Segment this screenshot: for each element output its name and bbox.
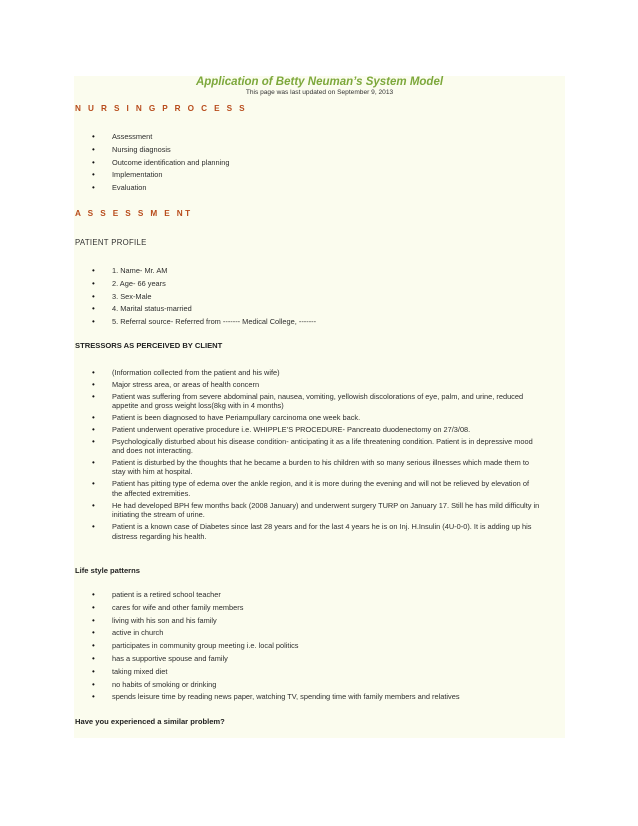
bullet-icon: • [92, 653, 95, 663]
similar-problem-question: Have you experienced a similar problem? [75, 717, 225, 726]
bullet-icon: • [92, 666, 95, 676]
list-item: • spends leisure time by reading news paper, watching TV, spending time with family members and relatives [74, 691, 540, 704]
list-item: • patient is a retired school teacher [74, 589, 540, 602]
bullet-icon: • [92, 641, 95, 651]
list-item: • Nursing diagnosis [74, 144, 540, 157]
bullet-icon: • [92, 266, 95, 275]
list-item: • 4. Marital status-married [74, 303, 540, 316]
nursing-process-list [74, 131, 540, 195]
list-item: • 2. Age- 66 years [74, 278, 540, 291]
list-item: • Psychologically disturbed about his disease condition- anticipating it as a life threatening condition. Patient is in depressive mood and does not interacting. [92, 436, 533, 456]
stressors-heading: STRESSORS AS PERCEIVED BY CLIENT [75, 341, 223, 350]
list-item: • Patient is been diagnosed to have Periampullary carcinoma one week back. [92, 412, 361, 422]
document-page [74, 76, 565, 738]
bullet-icon: • [92, 479, 95, 489]
list-item: • 1. Name- Mr. AM [74, 265, 540, 278]
lifestyle-list [74, 589, 540, 704]
list-item: • no habits of smoking or drinking [74, 679, 540, 692]
list-item: • Patient underwent operative procedure i.e. WHIPPLE’S PROCEDURE- Pancreato duodenectomy on 27/3/08. [92, 424, 471, 434]
list-item: • participates in community group meeting i.e. local politics [74, 640, 540, 653]
lifestyle-heading: Life style patterns [75, 566, 140, 575]
list-item: • Implementation [74, 169, 540, 182]
bullet-icon: • [92, 692, 95, 702]
list-item: • cares for wife and other family members [74, 602, 540, 615]
list-item: • Patient has pitting type of edema over the ankle region, and it is more during the evening and will not be relieved by elevation of the affected extremities. [92, 479, 530, 498]
list-item: • Patient was suffering from severe abdominal pain, nausea, vomiting, yellowish discolorations of eye, palm, and urine, reduced appetite and gross weight loss(8kg with in 4 months) [92, 391, 524, 411]
list-item: • Patient is disturbed by the thoughts that he became a burden to his children with so many serious illnesses which made them to stay with him at hospital. [92, 457, 529, 477]
bullet-icon: • [92, 679, 95, 689]
bullet-icon: • [92, 590, 95, 599]
bullet-icon: • [92, 628, 95, 638]
bullet-icon: • [92, 602, 95, 612]
bullet-icon: • [92, 170, 95, 180]
bullet-icon: • [92, 132, 95, 141]
list-item: • 5. Referral source- Referred from ------- Medical College, ------- [74, 316, 540, 329]
nursing-process-heading: N U R S I N G P R O C E S S [75, 104, 248, 113]
document-title: Application of Betty Neuman’s System Model [195, 76, 444, 88]
bullet-icon: • [92, 278, 95, 288]
bullet-icon: • [92, 157, 95, 167]
bullet-icon: • [92, 457, 95, 467]
stressors-list [74, 368, 540, 543]
bullet-icon: • [92, 615, 95, 625]
bullet-icon: • [92, 317, 95, 327]
assessment-heading: A S S E S S M E NT [75, 209, 193, 218]
bullet-icon: • [92, 368, 95, 377]
list-item: • taking mixed diet [74, 666, 540, 679]
last-updated-note: This page was last updated on September 9, 2013 [245, 89, 394, 96]
bullet-icon: • [92, 391, 95, 401]
list-item: • Major stress area, or areas of health concern [92, 379, 260, 389]
bullet-icon: • [92, 436, 95, 446]
patient-profile-list [74, 265, 540, 329]
patient-profile-heading: PATIENT PROFILE [75, 238, 147, 247]
bullet-icon: • [92, 522, 95, 531]
list-item: • has a supportive spouse and family [74, 653, 540, 666]
list-item: • living with his son and his family [74, 615, 540, 628]
bullet-icon: • [92, 379, 95, 389]
list-item: • 3. Sex-Male [74, 291, 540, 304]
list-item: • active in church [74, 627, 540, 640]
list-item: • Assessment [74, 131, 540, 144]
bullet-icon: • [92, 424, 95, 434]
bullet-icon: • [92, 183, 95, 193]
list-item: • Evaluation [74, 182, 540, 195]
list-item: • Patient is a known case of Diabetes since last 28 years and for the last 4 years he is on Inj. H.Insulin (4U-0-0). It is adding up his distress regarding his health. [92, 522, 532, 541]
bullet-icon: • [92, 144, 95, 154]
bullet-icon: • [92, 304, 95, 314]
list-item: • (Information collected from the patient and his wife) [92, 368, 280, 377]
bullet-icon: • [92, 500, 95, 510]
list-item: • Outcome identification and planning [74, 157, 540, 170]
list-item: • He had developed BPH few months back (2008 January) and underwent surgery TURP on January 17. Still he has mild difficulty in initiating the stream of urine. [92, 500, 540, 520]
bullet-icon: • [92, 291, 95, 301]
bullet-icon: • [92, 412, 95, 422]
